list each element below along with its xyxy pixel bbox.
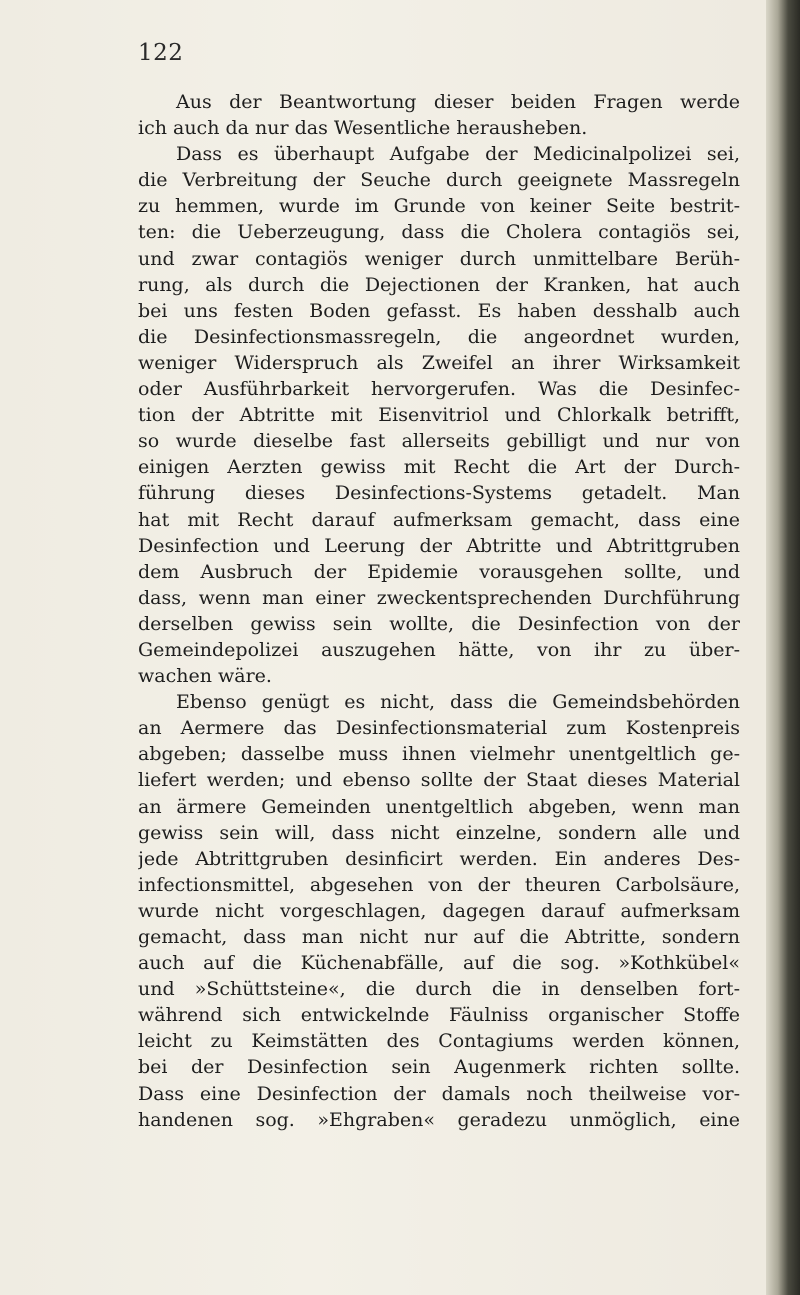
text-line: Dass eine Desinfection der damals noch theilweise vor-	[138, 1082, 740, 1105]
text-line: Gemeindepolizei auszugehen hätte, von ihr zu über-	[138, 638, 740, 661]
text-line: gewiss sein will, dass nicht einzelne, sondern alle und	[138, 821, 740, 844]
text-line: liefert werden; und ebenso sollte der Staat dieses Material	[138, 769, 740, 792]
text-line: gemacht, dass man nicht nur auf die Abtritte, sondern	[138, 926, 740, 948]
text-line: die Desinfectionsmassregeln, die angeordnet wurden,	[138, 325, 740, 348]
text-line: die Verbreitung der Seuche durch geeignete Massregeln	[138, 169, 740, 192]
text-line: ten: die Ueberzeugung, dass die Cholera contagiös sei,	[138, 221, 740, 244]
text-line: und »Schüttsteine«, die durch die in denselben fort-	[138, 978, 740, 1001]
page-number: 122	[138, 40, 184, 66]
text-line: rung, als durch die Dejectionen der Kranken, hat auch	[138, 273, 740, 296]
text-line: führung dieses Desinfections-Systems getadelt. Man	[138, 482, 740, 505]
body-text	[138, 89, 740, 1133]
text-line: Aus der Beantwortung dieser beiden Fragen werde	[176, 91, 740, 113]
text-line: infectionsmittel, abgesehen von der theuren Carbolsäure,	[138, 873, 740, 896]
text-line: zu hemmen, wurde im Grunde von keiner Seite bestrit-	[138, 195, 740, 218]
text-line: oder Ausführbarkeit hervorgerufen. Was die Desinfec-	[138, 378, 740, 401]
text-line: so wurde dieselbe fast allerseits gebilligt und nur von	[138, 430, 740, 453]
text-line: einigen Aerzten gewiss mit Recht die Art der Durch-	[138, 456, 740, 479]
text-line: und zwar contagiös weniger durch unmittelbare Berüh-	[138, 247, 740, 270]
text-line: bei der Desinfection sein Augenmerk richten sollte.	[138, 1056, 740, 1079]
text-line: Dass es überhaupt Aufgabe der Medicinalpolizei sei,	[176, 143, 740, 166]
text-line: auch auf die Küchenabfälle, auf die sog. »Kothkübel«	[138, 952, 740, 975]
text-line: an ärmere Gemeinden unentgeltlich abgeben, wenn man	[138, 795, 740, 818]
text-line: weniger Widerspruch als Zweifel an ihrer Wirksamkeit	[138, 351, 740, 374]
text-line: abgeben; dasselbe muss ihnen vielmehr unentgeltlich ge-	[138, 743, 740, 766]
text-line: ich auch da nur das Wesentliche herausheben.	[138, 117, 588, 140]
text-line: an Aermere das Desinfectionsmaterial zum Kostenpreis	[138, 717, 740, 740]
text-line: derselben gewiss sein wollte, die Desinfection von der	[138, 612, 740, 635]
text-line: jede Abtrittgruben desinficirt werden. Ein anderes Des-	[138, 847, 740, 870]
text-line: Ebenso genügt es nicht, dass die Gemeindsbehörden	[176, 691, 740, 714]
text-line: leicht zu Keimstätten des Contagiums werden können,	[138, 1030, 740, 1053]
text-line: wurde nicht vorgeschlagen, dagegen darauf aufmerksam	[138, 899, 740, 922]
text-line: Desinfection und Leerung der Abtritte und Abtrittgruben	[138, 534, 740, 557]
text-line: hat mit Recht darauf aufmerksam gemacht, dass eine	[138, 508, 740, 531]
page-edge-shadow	[766, 0, 800, 1295]
text-line: dem Ausbruch der Epidemie vorausgehen sollte, und	[138, 560, 740, 583]
text-line: wachen wäre.	[138, 665, 272, 688]
text-line: dass, wenn man einer zweckentsprechenden Durchführung	[138, 586, 740, 609]
text-line: tion der Abtritte mit Eisenvitriol und Chlorkalk betrifft,	[138, 404, 740, 427]
text-line: bei uns festen Boden gefasst. Es haben desshalb auch	[138, 299, 740, 322]
text-line: während sich entwickelnde Fäulniss organischer Stoffe	[138, 1004, 740, 1027]
text-line: handenen sog. »Ehgraben« geradezu unmöglich, eine	[138, 1108, 740, 1131]
